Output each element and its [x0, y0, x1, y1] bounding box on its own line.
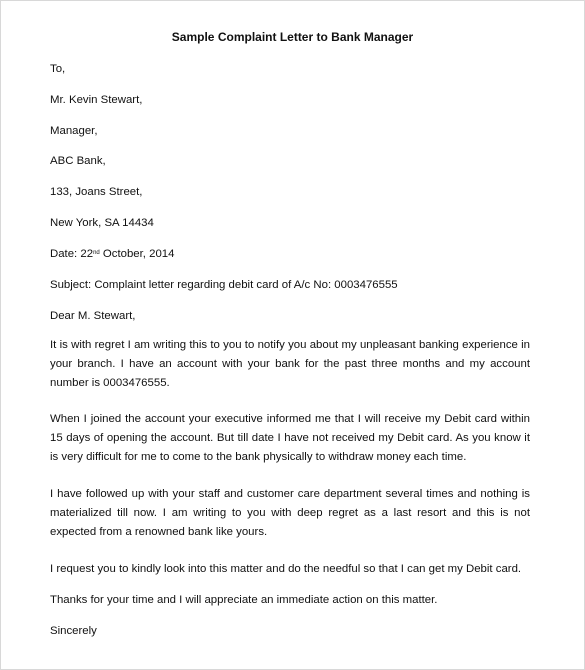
subject-line: Subject: Complaint letter regarding debit card of A/c No: 0003476555: [50, 279, 398, 291]
letter-title: Sample Complaint Letter to Bank Manager: [171, 30, 414, 44]
letter-date: [50, 247, 174, 261]
salutation: Dear M. Stewart,: [50, 310, 136, 322]
paragraph-5: Thanks for your time and I will appreciate an immediate action on this matter.: [50, 594, 438, 606]
to-line: To,: [50, 63, 66, 75]
paragraph-3: I have followed up with your staff and customer care department several times and nothing is materialized till now. I am writing to you with deep regret as a last resort and this is not expected from a renowned bank like yours.: [50, 488, 530, 538]
recipient-name: Mr. Kevin Stewart,: [50, 94, 143, 106]
recipient-bank: ABC Bank,: [50, 155, 106, 167]
paragraph-1: It is with regret I am writing this to you to notify you about my unpleasant banking experience in your branch. I have an account with your bank for the past three months and my account number is 0003476555.: [50, 339, 530, 389]
date-rest: October, 2014: [99, 248, 175, 260]
recipient-city: New York, SA 14434: [50, 217, 154, 229]
paragraph-4: I request you to kindly look into this matter and do the needful so that I can get my Debit card.: [50, 563, 522, 575]
date-ordinal: nd: [93, 250, 100, 256]
paragraph-2: When I joined the account your executive informed me that I will receive my Debit card within 15 days of opening the account. But till date I have not received my Debit card. As you know it is very difficult for me to come to the bank physically to withdraw money each time.: [50, 413, 530, 463]
recipient-street: 133, Joans Street,: [50, 186, 143, 198]
recipient-position: Manager,: [50, 125, 98, 137]
closing: Sincerely: [50, 625, 97, 637]
date-prefix: Date: 22: [50, 248, 94, 260]
